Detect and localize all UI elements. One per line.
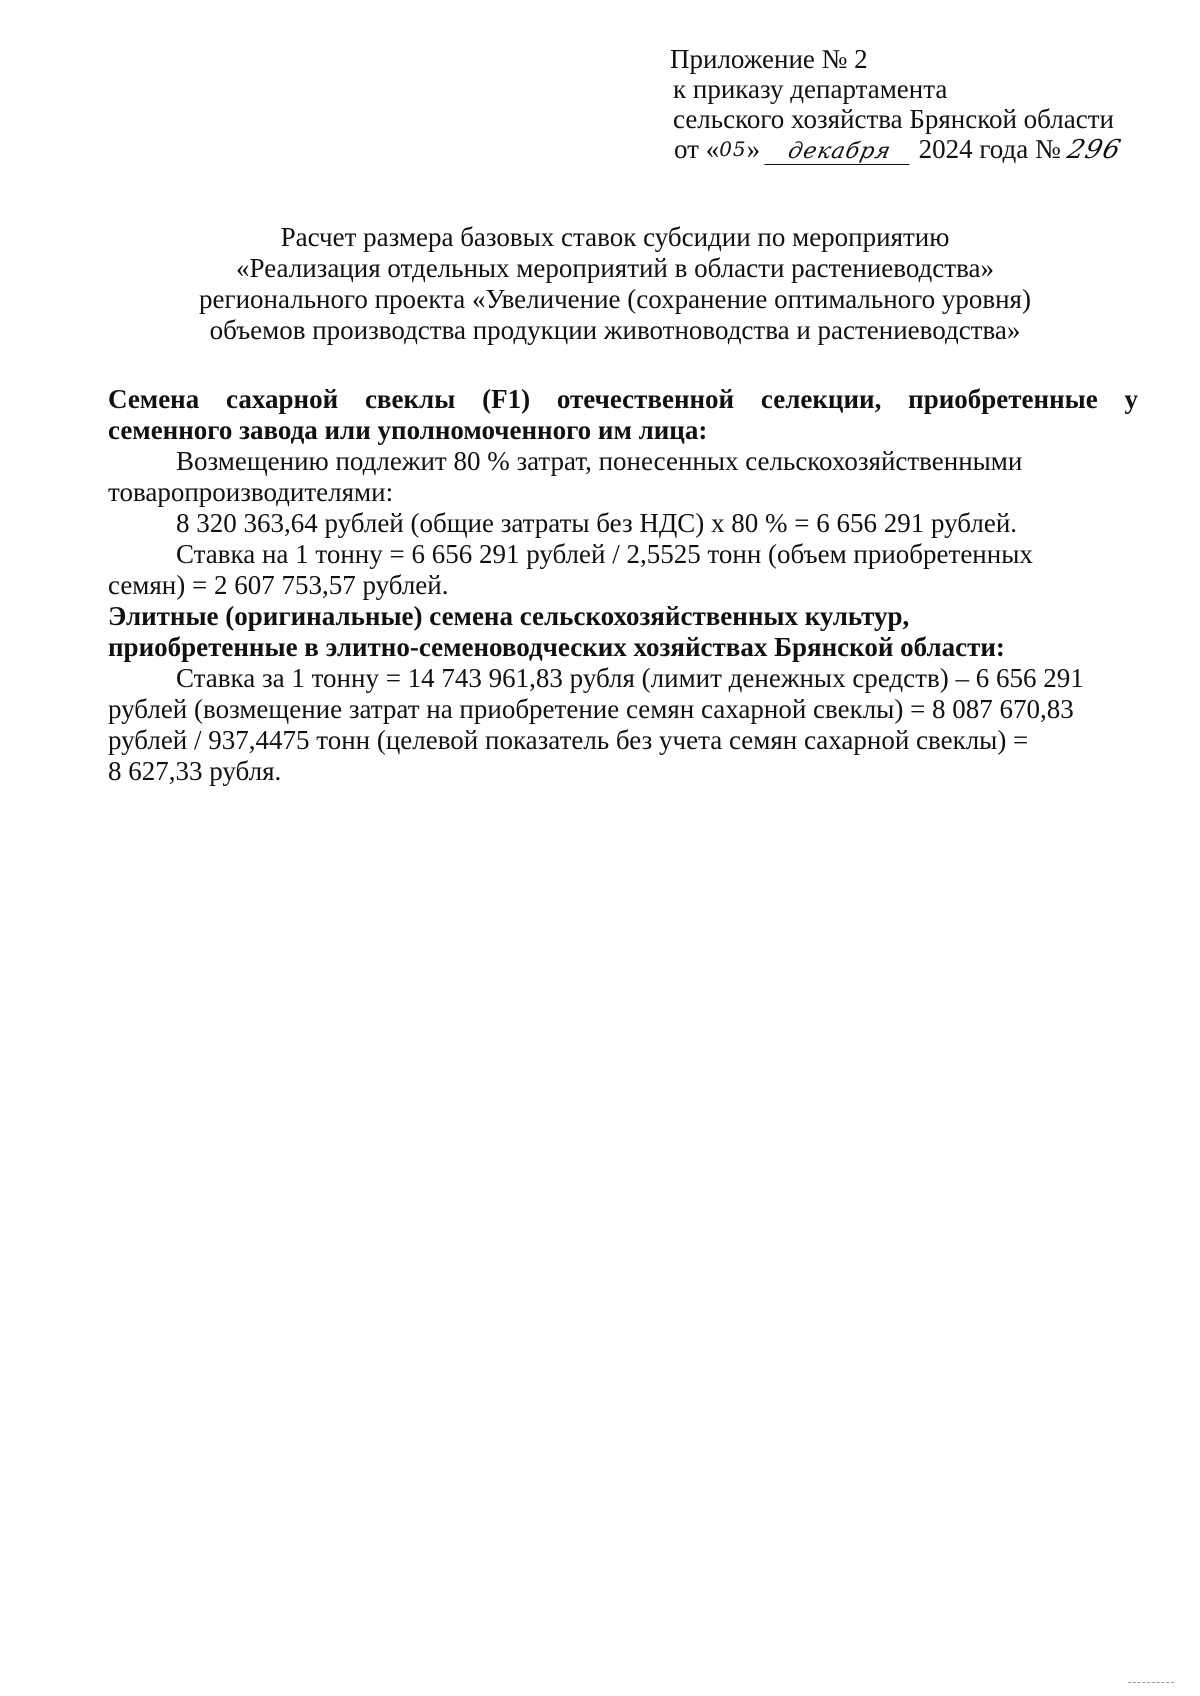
section2-rate-cont: рублей (возмещение затрат на приобретение семян сахарной свеклы) = 8 087 670,83 (108, 694, 1074, 724)
section2-heading-cont: приобретенные в элитно-семеноводческих хозяйствах Брянской области: (108, 632, 1005, 662)
appendix-header (670, 44, 1170, 166)
title-line: «Реализация отдельных мероприятий в области растениеводства» (236, 253, 994, 283)
document-title (100, 222, 1130, 346)
date-mid: » (746, 134, 761, 164)
appendix-order-ref: к приказу департамента (673, 74, 948, 104)
section2-rate-result: 8 627,33 рубля. (108, 756, 282, 786)
date-prefix: от « (674, 134, 720, 164)
appendix-number: Приложение № 2 (670, 44, 868, 74)
section1-rate-cont: семян) = 2 607 753,57 рублей. (108, 570, 449, 600)
section1-paragraph-cont: товаропроизводителями: (108, 477, 394, 507)
section1-heading: Семена сахарной свеклы (F1) отечественной селекции, приобретенные у (108, 384, 1138, 414)
title-line: объемов производства продукции животноводства и растениеводства» (209, 315, 1021, 345)
section2-heading: Элитные (оригинальные) семена сельскохозяйственных культур, (108, 601, 910, 631)
document-body (108, 384, 1138, 787)
appendix-department: сельского хозяйства Брянской области (673, 104, 1114, 134)
title-line: Расчет размера базовых ставок субсидии по мероприятию (280, 222, 950, 252)
handwritten-day: 05 (719, 137, 747, 161)
scan-corner-mark (1128, 1682, 1174, 1683)
section1-rate: Ставка на 1 тонну = 6 656 291 рублей / 2,5525 тонн (объем приобретенных (176, 539, 1033, 569)
title-line: регионального проекта «Увеличение (сохранение оптимального уровня) (199, 284, 1031, 314)
section2-rate-cont: рублей / 937,4475 тонн (целевой показатель без учета семян сахарной свеклы) = (108, 725, 1029, 755)
appendix-date-line (670, 134, 1170, 166)
section1-paragraph: Возмещению подлежит 80 % затрат, понесенных сельскохозяйственными (176, 446, 1023, 476)
section2-rate: Ставка за 1 тонну = 14 743 961,83 рубля (лимит денежных средств) – 6 656 291 (176, 663, 1084, 693)
date-year: 2024 года № (918, 134, 1061, 164)
handwritten-order-number: 296 (1063, 135, 1124, 165)
section1-heading-cont: семенного завода или уполномоченного им лица: (108, 415, 708, 445)
section1-calculation: 8 320 363,64 рублей (общие затраты без НДС) х 80 % = 6 656 291 рублей. (176, 508, 1018, 538)
handwritten-month: декабря (764, 140, 914, 165)
